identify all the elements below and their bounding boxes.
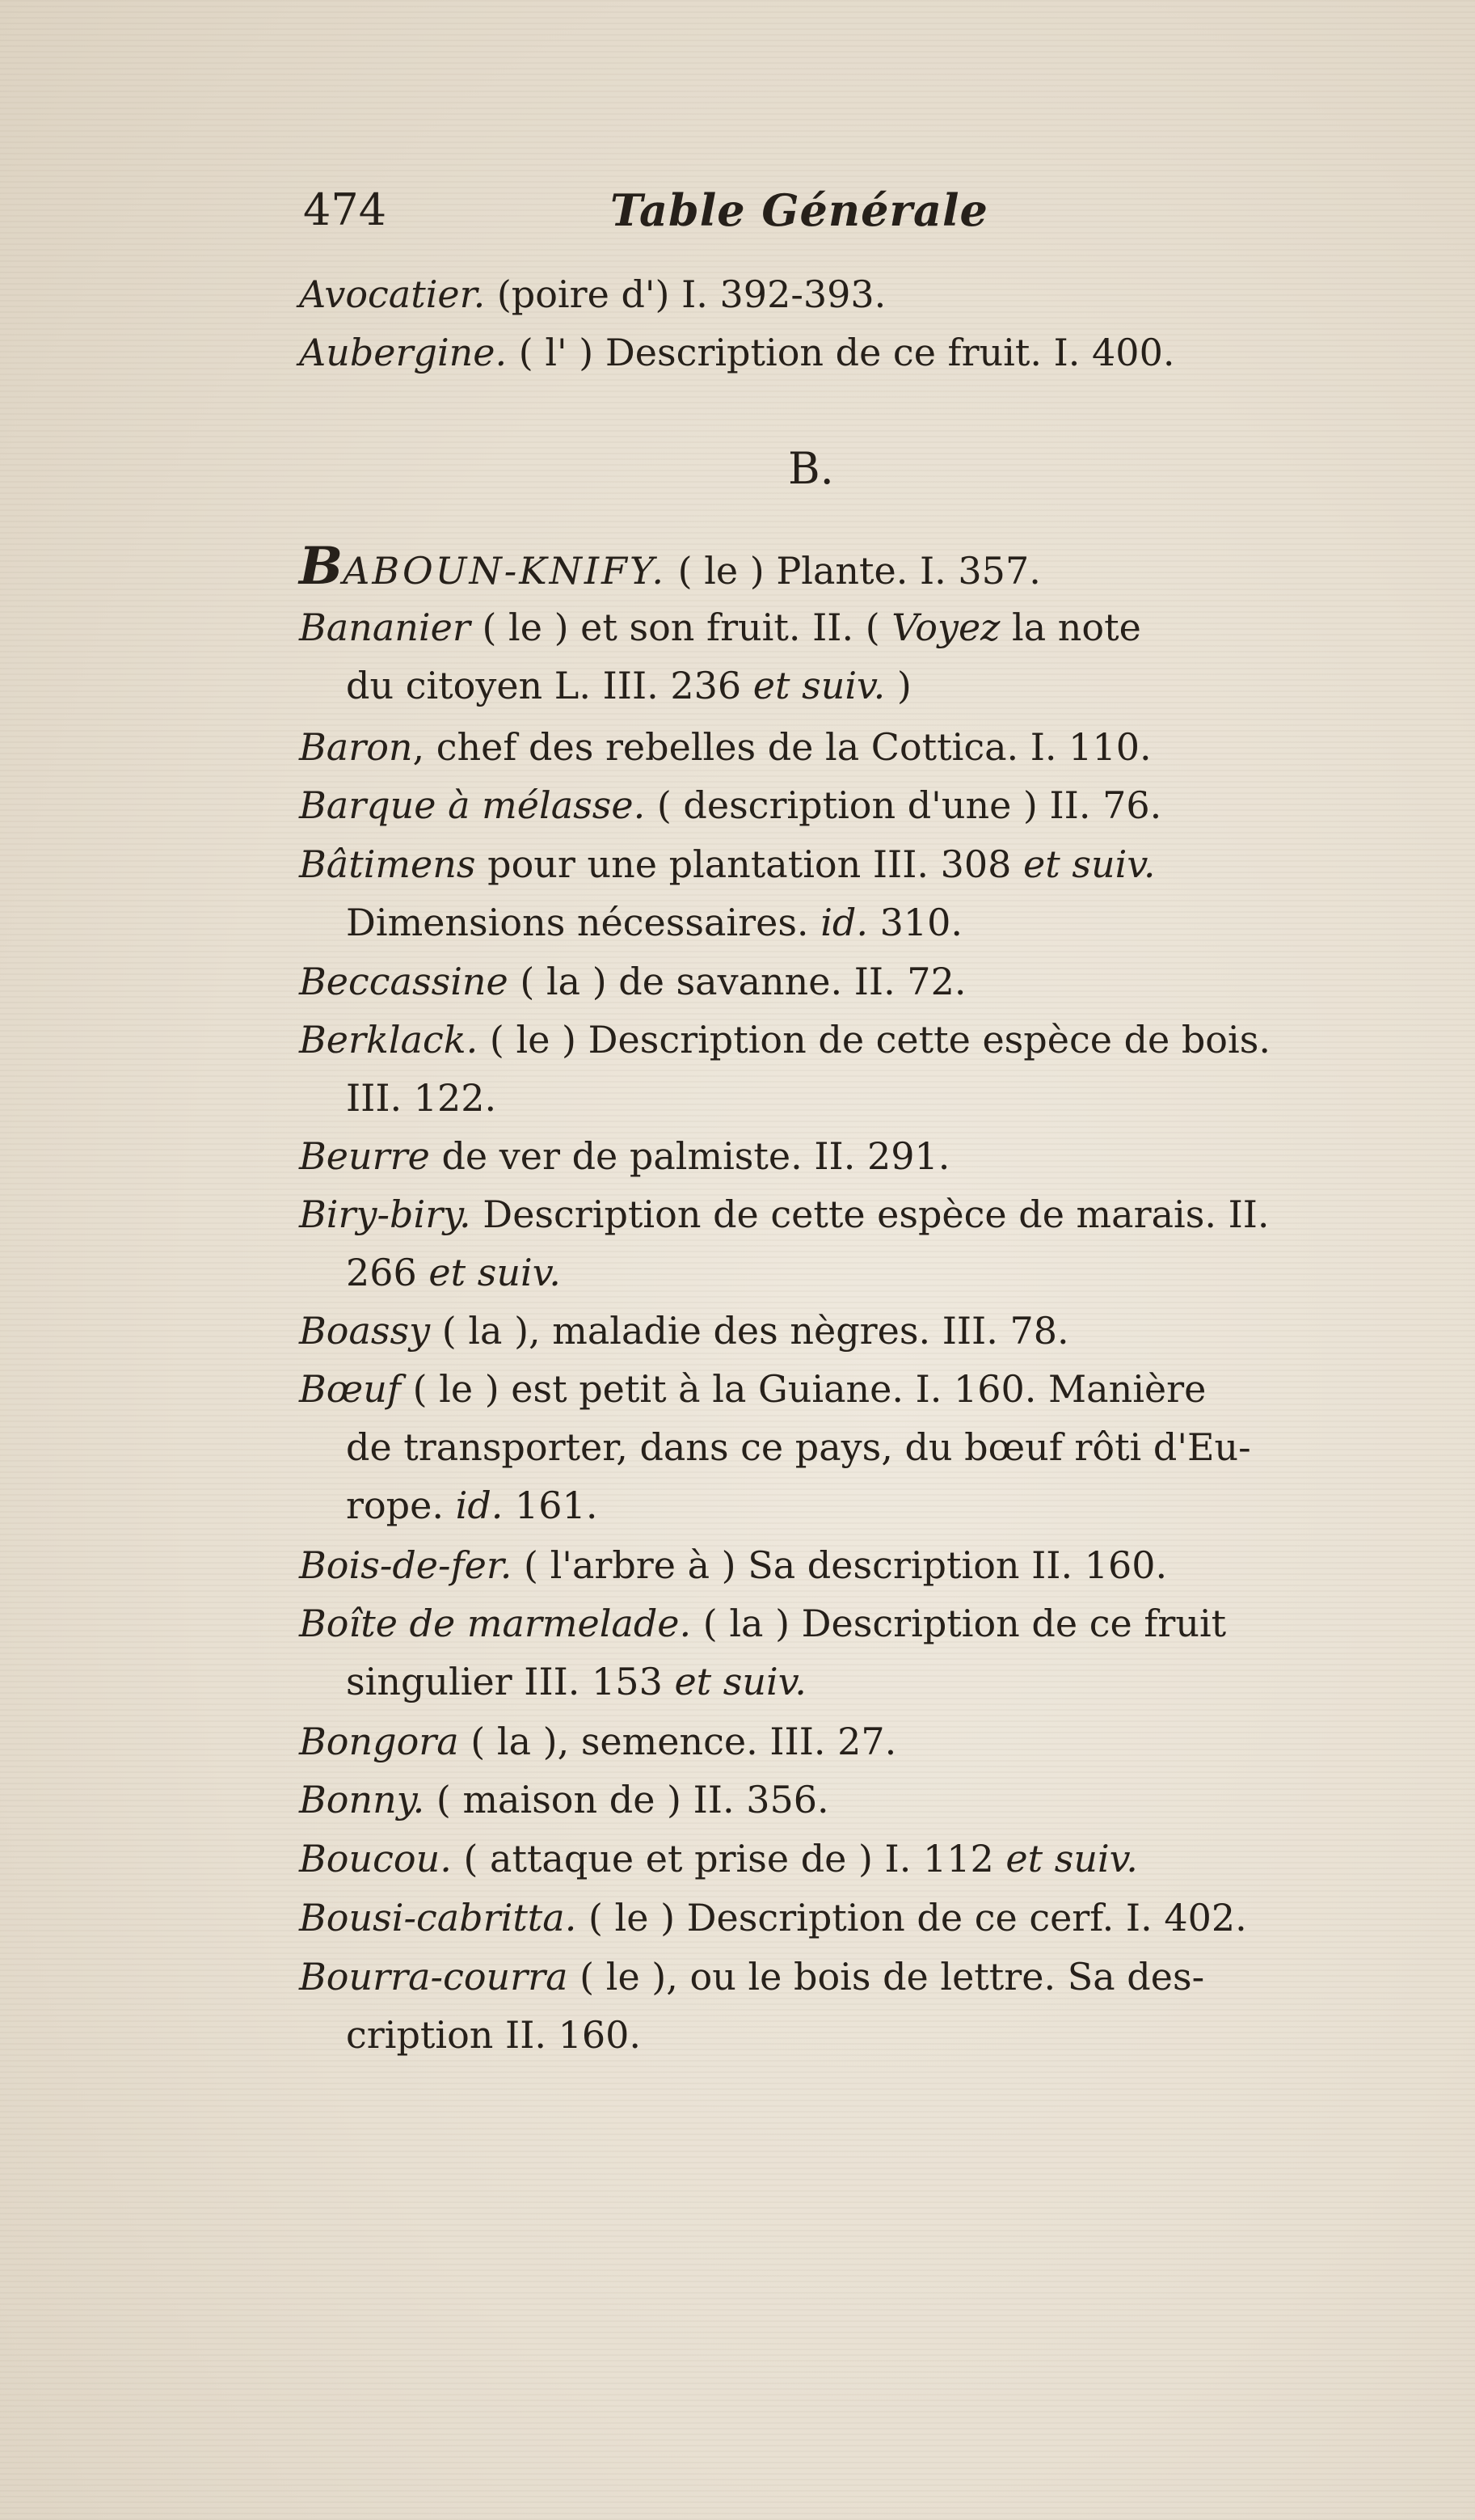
- page-header: [303, 184, 1030, 249]
- entry-continuation: [299, 1653, 1350, 1711]
- entry-term: Boassy: [299, 1309, 431, 1353]
- entry-text: ( l' ) Description de ce fruit. I. 400.: [507, 331, 1175, 374]
- entry-text: ( le ) Description de ce cerf. I. 402.: [576, 1896, 1247, 1940]
- entry-text: ( description d'une ) II. 76.: [645, 783, 1162, 827]
- entry-continuation: de transporter, dans ce pays, du bœuf rôti d'Eu-: [346, 1425, 1251, 1469]
- index-entry: [299, 1011, 1350, 1127]
- entry-text: ( la ), semence. III. 27.: [458, 1720, 897, 1763]
- entry-text-2: la note: [1000, 606, 1141, 649]
- entry-term: Bananier: [299, 606, 470, 649]
- entry-text: ( l'arbre à ) Sa description II. 160.: [512, 1543, 1168, 1587]
- index-entry: [299, 1185, 1350, 1302]
- index-entry: [299, 718, 1350, 776]
- entry-text: ( le ) Description de cette espèce de bois.: [478, 1018, 1271, 1062]
- entry-text: ( le ), ou le bois de lettre. Sa des-: [567, 1955, 1205, 1999]
- entry-term: Beurre: [299, 1134, 430, 1178]
- entry-text: (poire d') I. 392-393.: [485, 272, 887, 316]
- entry-continuation: cription II. 160.: [346, 2013, 642, 2057]
- entry-cont-text: singulier III. 153: [346, 1660, 675, 1703]
- entry-text: ( la ) Description de ce fruit: [691, 1602, 1227, 1645]
- entry-text: ( attaque et prise de ) I. 112: [451, 1837, 1006, 1881]
- entry-continuation: [299, 893, 1350, 952]
- entry-cont-text: du citoyen L. III. 236: [346, 664, 753, 707]
- entry-continuation: III. 122.: [346, 1076, 497, 1120]
- entry-dropcap: B: [299, 536, 343, 597]
- entry-text: , chef des rebelles de la Cottica. I. 110.: [412, 725, 1152, 769]
- index-entry: [299, 1948, 1350, 2064]
- page-number: 474: [303, 184, 387, 235]
- entry-term: Bousi-cabritta.: [299, 1896, 577, 1940]
- entry-cont-text: 266: [346, 1251, 429, 1294]
- section-letter-heading: B.: [788, 443, 834, 494]
- index-entry: [299, 1771, 1350, 1829]
- index-entry: [299, 952, 1350, 1011]
- entry-term: Baron: [299, 725, 413, 769]
- entry-term: Beccassine: [299, 960, 508, 1003]
- entry-term: Aubergine.: [299, 331, 508, 374]
- entry-text: ( la ), maladie des nègres. III. 78.: [430, 1309, 1069, 1353]
- entry-text: ( le ) est petit à la Guiane. I. 160. Manière: [400, 1367, 1207, 1411]
- entry-term: Bonny.: [299, 1778, 425, 1821]
- entry-text: ( la ) de savanne. II. 72.: [508, 960, 967, 1003]
- entry-term: Barque à mélasse.: [299, 783, 646, 827]
- entry-text: ( maison de ) II. 356.: [424, 1778, 829, 1821]
- index-entry: [299, 538, 1350, 600]
- entry-text: de ver de palmiste. II. 291.: [429, 1134, 950, 1178]
- index-entry: [299, 323, 1350, 382]
- index-entry: [299, 1712, 1350, 1771]
- entry-term: Biry-biry.: [299, 1192, 471, 1236]
- entry-term: Bâtimens: [299, 842, 476, 886]
- index-entry: [299, 1536, 1350, 1594]
- entry-term: Bourra-courra: [299, 1955, 568, 1999]
- entry-cont-end: 310.: [867, 901, 963, 944]
- index-entry: [299, 598, 1350, 715]
- entry-italic: Voyez: [891, 606, 1001, 649]
- entry-cont-italic: et suiv.: [428, 1251, 561, 1294]
- running-title: Table Générale: [610, 184, 988, 236]
- entry-cont-italic: id.: [820, 901, 868, 944]
- index-entry: [299, 1360, 1350, 1534]
- entry-text: pour une plantation III. 308: [475, 842, 1024, 886]
- index-entry: [299, 1302, 1350, 1360]
- entry-term: Avocatier.: [299, 272, 486, 316]
- entry-cont-italic: et suiv.: [752, 664, 886, 707]
- index-entry: [299, 1830, 1350, 1888]
- entry-text: Description de cette espèce de marais. II.: [470, 1192, 1270, 1236]
- index-entry: [299, 1127, 1350, 1185]
- entry-italic: et suiv.: [1005, 1837, 1138, 1881]
- entry-cont2-italic: id.: [455, 1484, 504, 1527]
- entry-continuation: [299, 656, 1350, 715]
- entry-term: Boucou.: [299, 1837, 452, 1881]
- entry-text: ( le ) et son fruit. II. (: [470, 606, 892, 649]
- entry-term: Berklack.: [299, 1018, 478, 1062]
- entry-continuation-2: [299, 1476, 1350, 1534]
- entry-term: Boîte de marmelade.: [299, 1602, 692, 1645]
- entry-term: Bongora: [299, 1720, 459, 1763]
- entry-text: ( le ) Plante. I. 357.: [666, 549, 1041, 593]
- entry-italic: et suiv.: [1023, 842, 1156, 886]
- entry-term: Bois-de-fer.: [299, 1543, 512, 1587]
- entry-cont-end: ): [885, 664, 912, 707]
- index-entry: [299, 265, 1350, 323]
- entry-cont2-end: 161.: [503, 1484, 598, 1527]
- entry-term: ABOUN-KNIFY.: [343, 549, 667, 593]
- entry-cont-text: Dimensions nécessaires.: [346, 901, 821, 944]
- index-entry: [299, 1594, 1350, 1711]
- entry-cont2-text: rope.: [346, 1484, 456, 1527]
- entry-continuation: [299, 1243, 1350, 1302]
- index-entry: [299, 776, 1350, 834]
- index-entry: [299, 835, 1350, 952]
- entry-term: Bœuf: [299, 1367, 401, 1411]
- index-entry: [299, 1889, 1350, 1947]
- entry-cont-italic: et suiv.: [674, 1660, 807, 1703]
